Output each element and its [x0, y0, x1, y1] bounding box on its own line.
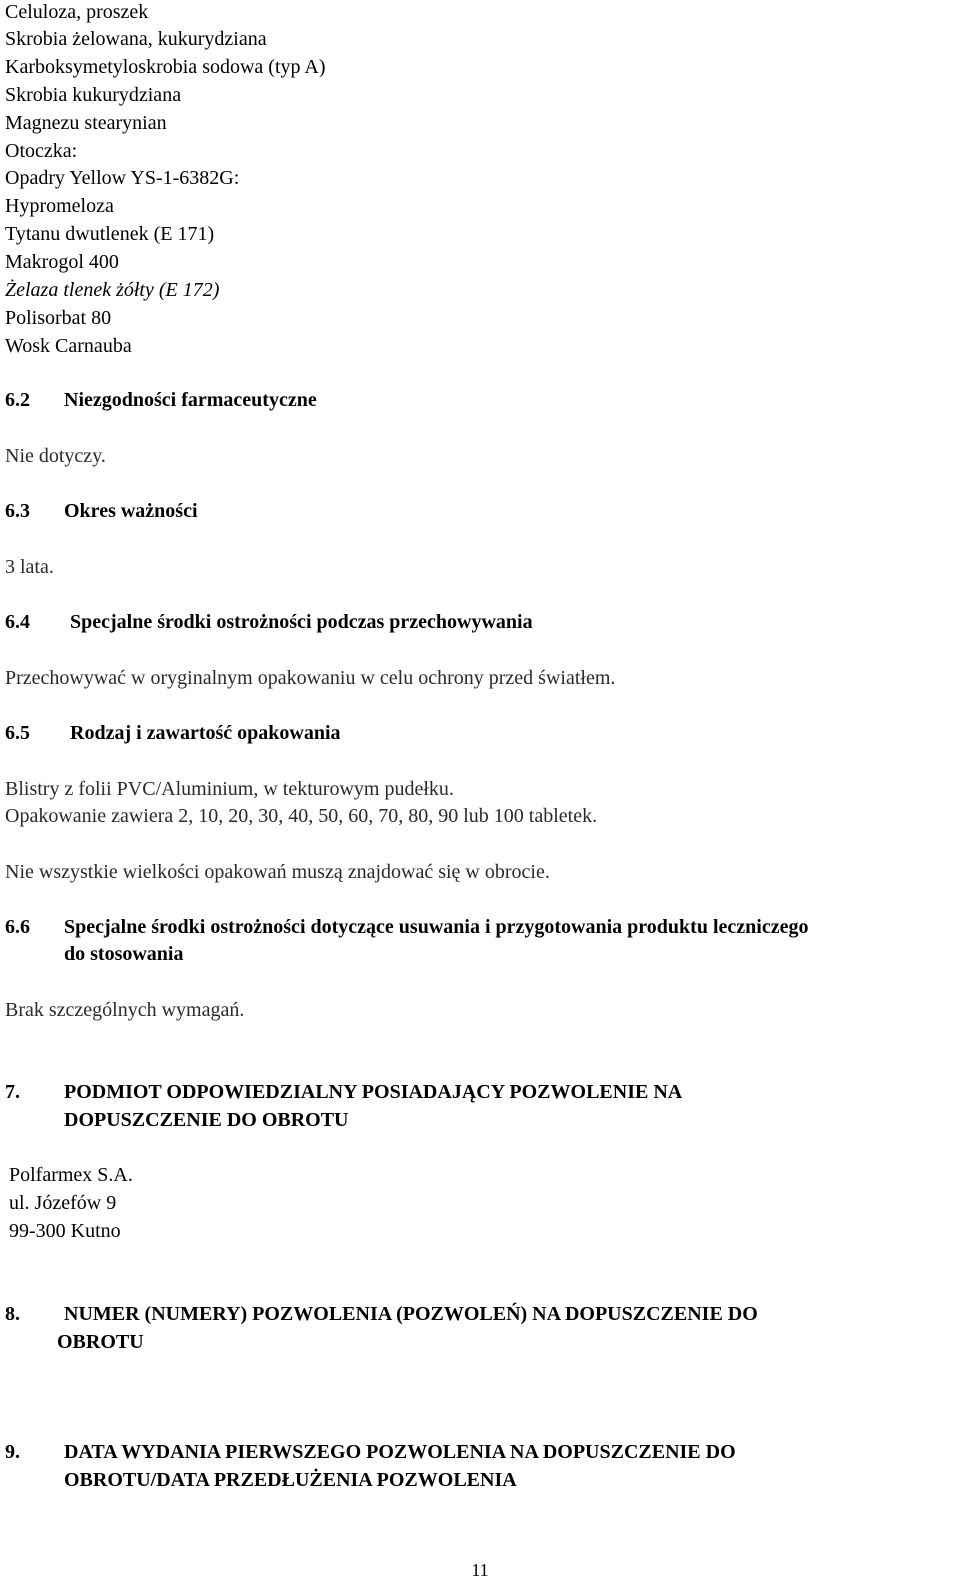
section-body: Blistry z folii PVC/Aluminium, w tekturowym pudełku. [5, 778, 454, 800]
ingredient-line: Skrobia żelowana, kukurydziana [5, 28, 267, 50]
section-body: Przechowywać w oryginalnym opakowaniu w celu ochrony przed światłem. [5, 667, 616, 689]
section-number: 7. [5, 1081, 20, 1103]
section-heading-cont: DOPUSZCZENIE DO OBROTU [64, 1109, 349, 1131]
section-heading: Okres ważności [64, 500, 198, 522]
section-heading: Specjalne środki ostrożności podczas przechowywania [70, 611, 533, 633]
section-body: Brak szczególnych wymagań. [5, 999, 245, 1021]
address-line: 99-300 Kutno [9, 1220, 121, 1242]
ingredient-line: Opadry Yellow YS-1-6382G: [5, 167, 240, 189]
coating-label: Otoczka: [5, 140, 78, 162]
section-number: 9. [5, 1441, 20, 1463]
section-body: Opakowanie zawiera 2, 10, 20, 30, 40, 50, 60, 70, 80, 90 lub 100 tabletek. [5, 805, 598, 827]
section-number: 6.4 [5, 611, 30, 633]
section-heading-cont: OBROTU [57, 1331, 144, 1353]
section-number: 6.5 [5, 722, 30, 744]
section-heading-cont: OBROTU/DATA PRZEDŁUŻENIA POZWOLENIA [64, 1469, 517, 1491]
ingredient-line: Hypromeloza [5, 195, 114, 217]
ingredient-line: Wosk Carnauba [5, 335, 132, 357]
section-heading: Specjalne środki ostrożności dotyczące usuwania i przygotowania produktu leczniczego [64, 916, 809, 938]
page-number: 11 [471, 1560, 489, 1580]
section-body: Nie wszystkie wielkości opakowań muszą znajdować się w obrocie. [5, 861, 550, 883]
ingredient-line: Magnezu stearynian [5, 112, 167, 134]
section-heading: Rodzaj i zawartość opakowania [70, 722, 341, 744]
section-heading: NUMER (NUMERY) POZWOLENIA (POZWOLEŃ) NA DOPUSZCZENIE DO [64, 1303, 758, 1325]
section-number: 6.3 [5, 500, 30, 522]
ingredient-line: Karboksymetyloskrobia sodowa (typ A) [5, 56, 326, 78]
ingredient-line: Celuloza, proszek [5, 1, 149, 23]
ingredient-line: Polisorbat 80 [5, 307, 112, 329]
section-heading: Niezgodności farmaceutyczne [64, 389, 317, 411]
ingredient-line: Tytanu dwutlenek (E 171) [5, 223, 215, 245]
section-heading: PODMIOT ODPOWIEDZIALNY POSIADAJĄCY POZWOLENIE NA [64, 1081, 683, 1103]
section-body: Nie dotyczy. [5, 445, 106, 467]
section-number: 6.2 [5, 389, 30, 411]
section-number: 8. [5, 1303, 20, 1325]
ingredient-line: Skrobia kukurydziana [5, 84, 182, 106]
section-heading: DATA WYDANIA PIERWSZEGO POZWOLENIA NA DOPUSZCZENIE DO [64, 1441, 736, 1463]
ingredient-line: Makrogol 400 [5, 251, 119, 273]
section-heading-cont: do stosowania [64, 943, 184, 965]
section-body: 3 lata. [5, 556, 54, 578]
section-number: 6.6 [5, 916, 30, 938]
address-line: ul. Józefów 9 [9, 1192, 117, 1214]
address-line: Polfarmex S.A. [9, 1164, 133, 1186]
ingredient-line: Żelaza tlenek żółty (E 172) [5, 279, 220, 301]
